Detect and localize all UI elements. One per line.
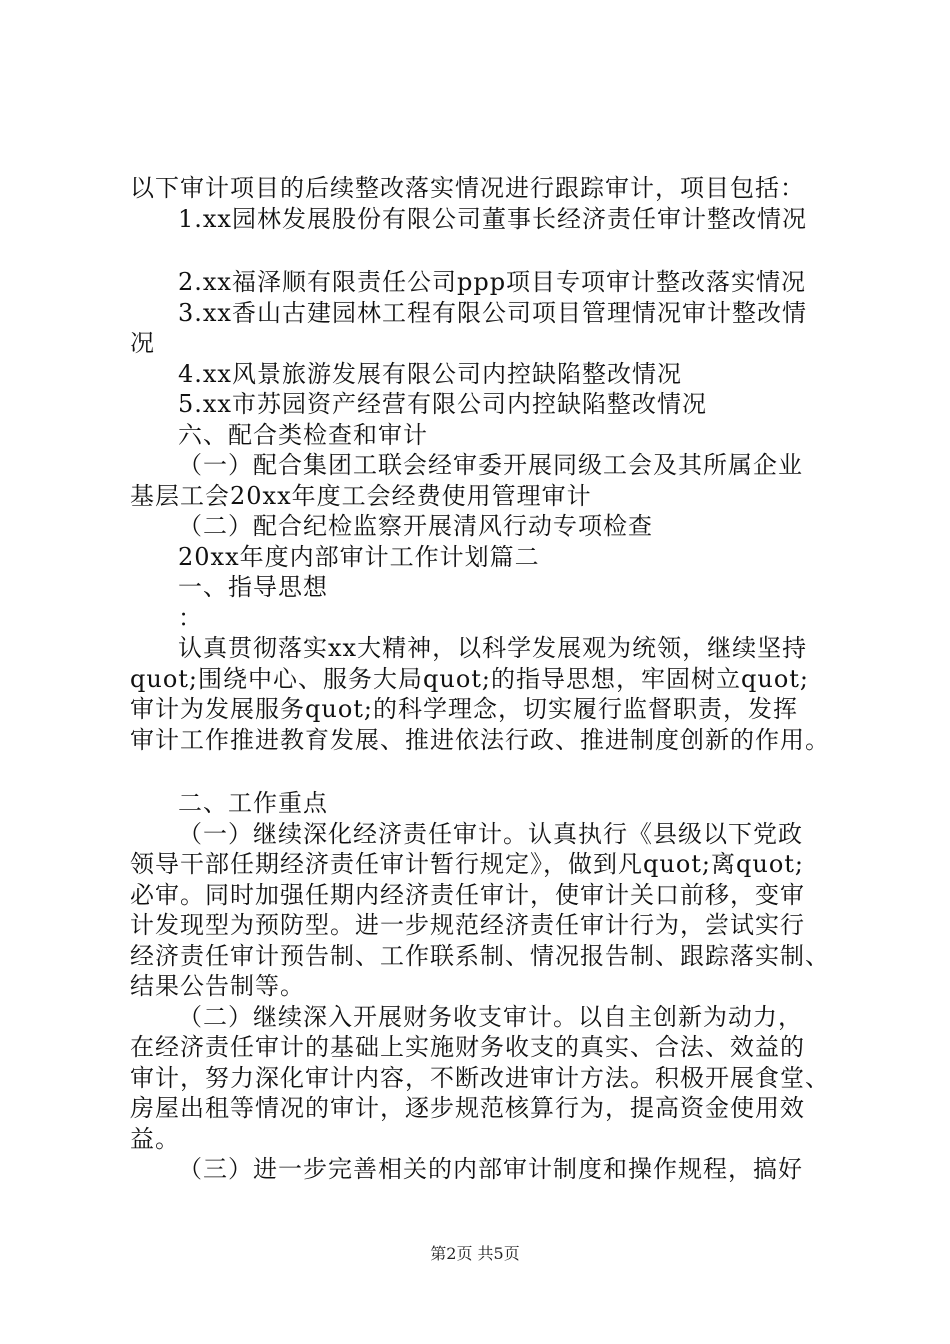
- text-line: 2.xx福泽顺有限责任公司ppp项目专项审计整改落实情况: [178, 268, 807, 296]
- text-line: （二）继续深入开展财务收支审计。以自主创新为动力，: [178, 1002, 803, 1031]
- text-line: （一）配合集团工联会经审委开展同级工会及其所属企业: [178, 451, 803, 479]
- text-line: 基层工会20xx年度工会经费使用管理审计: [130, 481, 592, 510]
- section-heading: 20xx年度内部审计工作计划篇二: [178, 542, 540, 571]
- text-line: 房屋出租等情况的审计，逐步规范核算行为，提高资金使用效: [130, 1094, 805, 1122]
- text-line: 以下审计项目的后续整改落实情况进行跟踪审计，项目包括：: [130, 174, 805, 202]
- text-line: 5.xx市苏园资产经营有限公司内控缺陷整改情况: [178, 390, 707, 418]
- text-line: 审计，努力深化审计内容，不断改进审计方法。积极开展食堂、: [130, 1063, 830, 1092]
- page-number: 第2页 共5页: [430, 1244, 520, 1263]
- text-line: （一）继续深化经济责任审计。认真执行《县级以下党政: [178, 819, 803, 848]
- text-line: 益。: [130, 1124, 180, 1153]
- text-line: （二）配合纪检监察开展清风行动专项检查: [178, 512, 653, 540]
- section-heading: 一、指导思想: [178, 573, 328, 601]
- text-line: （三）进一步完善相关的内部审计制度和操作规程，搞好: [178, 1155, 803, 1183]
- text-line: 3.xx香山古建园林工程有限公司项目管理情况审计整改情: [178, 298, 807, 327]
- text-line: 计发现型为预防型。进一步规范经济责任审计行为，尝试实行: [130, 911, 805, 939]
- text-line: 必审。同时加强任期内经济责任审计，使审计关口前移，变审: [130, 880, 805, 909]
- section-heading: 二、工作重点: [178, 789, 328, 817]
- text-line: ：: [178, 603, 203, 632]
- document-body: [130, 173, 840, 1185]
- paragraph-gap: [130, 755, 840, 788]
- text-line: 审计为发展服务quot;的科学理念，切实履行监督职责，发挥: [130, 695, 798, 723]
- text-line: 结果公告制等。: [130, 972, 305, 1000]
- paragraph-gap: [130, 234, 840, 267]
- text-line: 4.xx风景旅游发展有限公司内控缺陷整改情况: [178, 359, 682, 388]
- text-line: 况: [130, 329, 155, 357]
- section-heading: 六、配合类检查和审计: [178, 420, 428, 449]
- text-line: 审计工作推进教育发展、推进依法行政、推进制度创新的作用。: [130, 725, 830, 754]
- text-line: 领导干部任期经济责任审计暂行规定》，做到凡quot;离quot;: [130, 850, 804, 878]
- text-line: 在经济责任审计的基础上实施财务收支的真实、合法、效益的: [130, 1033, 805, 1061]
- text-line: quot;围绕中心、服务大局quot;的指导思想，牢固树立quot;: [130, 664, 809, 693]
- text-line: 经济责任审计预告制、工作联系制、情况报告制、跟踪落实制、: [130, 941, 830, 970]
- text-line: 1.xx园林发展股份有限公司董事长经济责任审计整改情况: [178, 204, 807, 233]
- text-line: 认真贯彻落实xx大精神，以科学发展观为统领，继续坚持: [178, 634, 808, 662]
